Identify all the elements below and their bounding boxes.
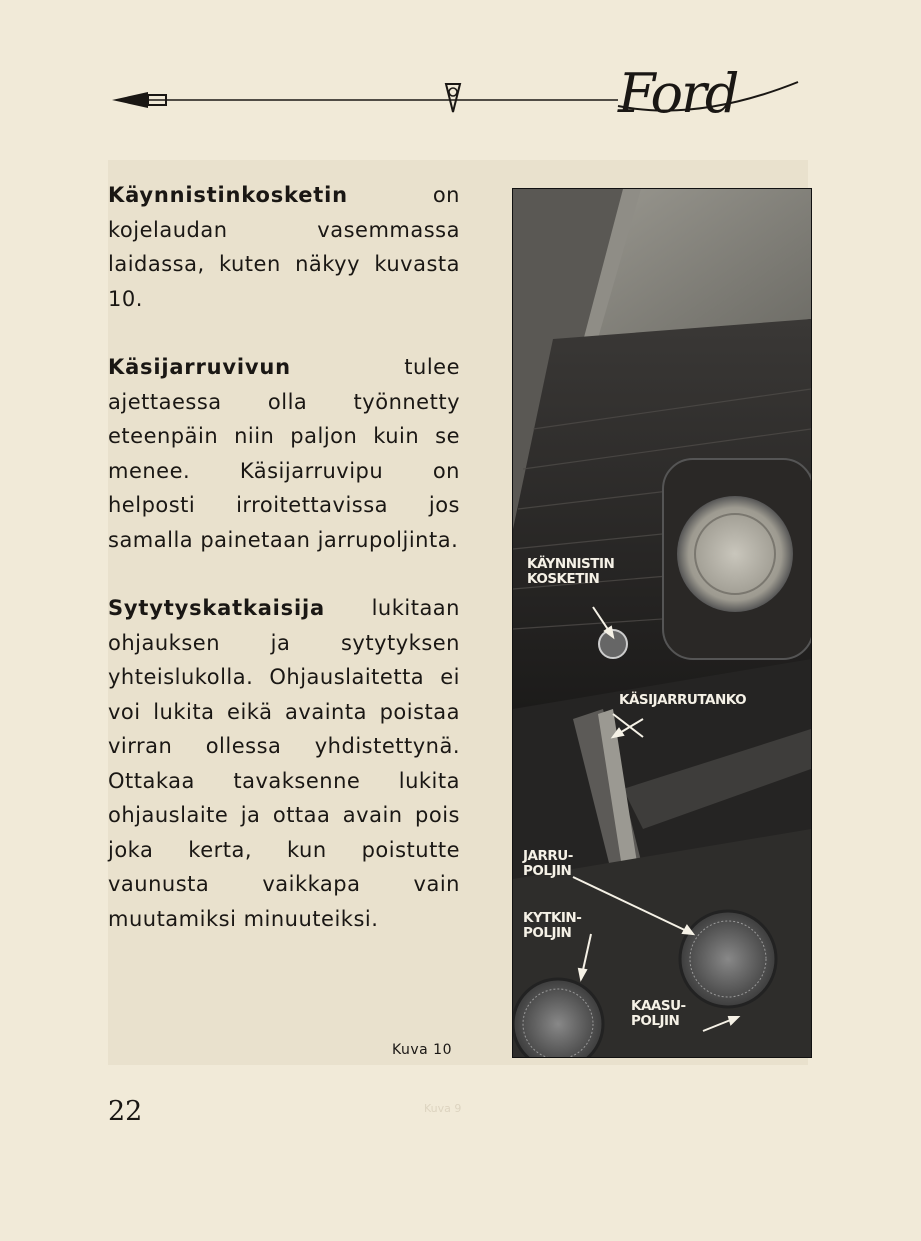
page-number: 22	[108, 1096, 143, 1127]
term-ignition: Sytytyskatkaisija	[108, 596, 325, 620]
label-line: JARRU-	[523, 848, 573, 864]
paragraph-text: on kojelaudan vasemmassa laidassa, kuten näkyy kuvasta 10.	[108, 183, 460, 311]
label-line: POLJIN	[523, 925, 572, 941]
label-line: KOSKETIN	[527, 571, 600, 587]
label-handbrake: KÄSIJARRUTANKO	[619, 692, 747, 708]
paragraph-ignition	[108, 591, 460, 936]
label-line: KAASU-	[631, 998, 686, 1014]
label-line: KÄYNNISTIN	[527, 556, 615, 572]
label-clutch-pedal	[523, 911, 581, 941]
label-starter	[527, 557, 614, 587]
figure-caption: Kuva 10	[392, 1042, 452, 1058]
dashboard-photo	[512, 188, 812, 1058]
label-line: POLJIN	[631, 1013, 680, 1029]
ford-logo: Ford	[618, 62, 738, 125]
paragraph-handbrake	[108, 350, 460, 557]
term-handbrake: Käsijarruvivun	[108, 355, 291, 379]
label-line: KYTKIN-	[523, 910, 582, 926]
label-line: POLJIN	[523, 863, 572, 879]
term-starter: Käynnistinkosketin	[108, 183, 348, 207]
header-ornament	[108, 62, 808, 132]
body-text	[108, 178, 460, 970]
paragraph-text: lukitaan ohjauksen ja sytytyksen yhteislukolla. Ohjauslaitetta ei voi lukita eikä avainta poistaa virran ollessa yhdistettynä. Ottakaa tavaksenne lukita ohjauslaite ja ottaa avain pois joka kerta, kun poistutte vaunusta vaikkapa vain muutamiksi minuuteiksi.	[108, 596, 460, 931]
label-gas-pedal	[631, 999, 686, 1029]
paragraph-starter	[108, 178, 460, 316]
bleed-through-text: Kuva 9	[424, 1102, 462, 1115]
label-brake-pedal	[523, 849, 573, 879]
paragraph-text: tulee ajettaessa olla työnnetty eteenpäin niin paljon kuin se menee. Käsijarruvipu on helposti irroitettavissa jos samalla painetaan jarrupoljinta.	[108, 355, 460, 552]
